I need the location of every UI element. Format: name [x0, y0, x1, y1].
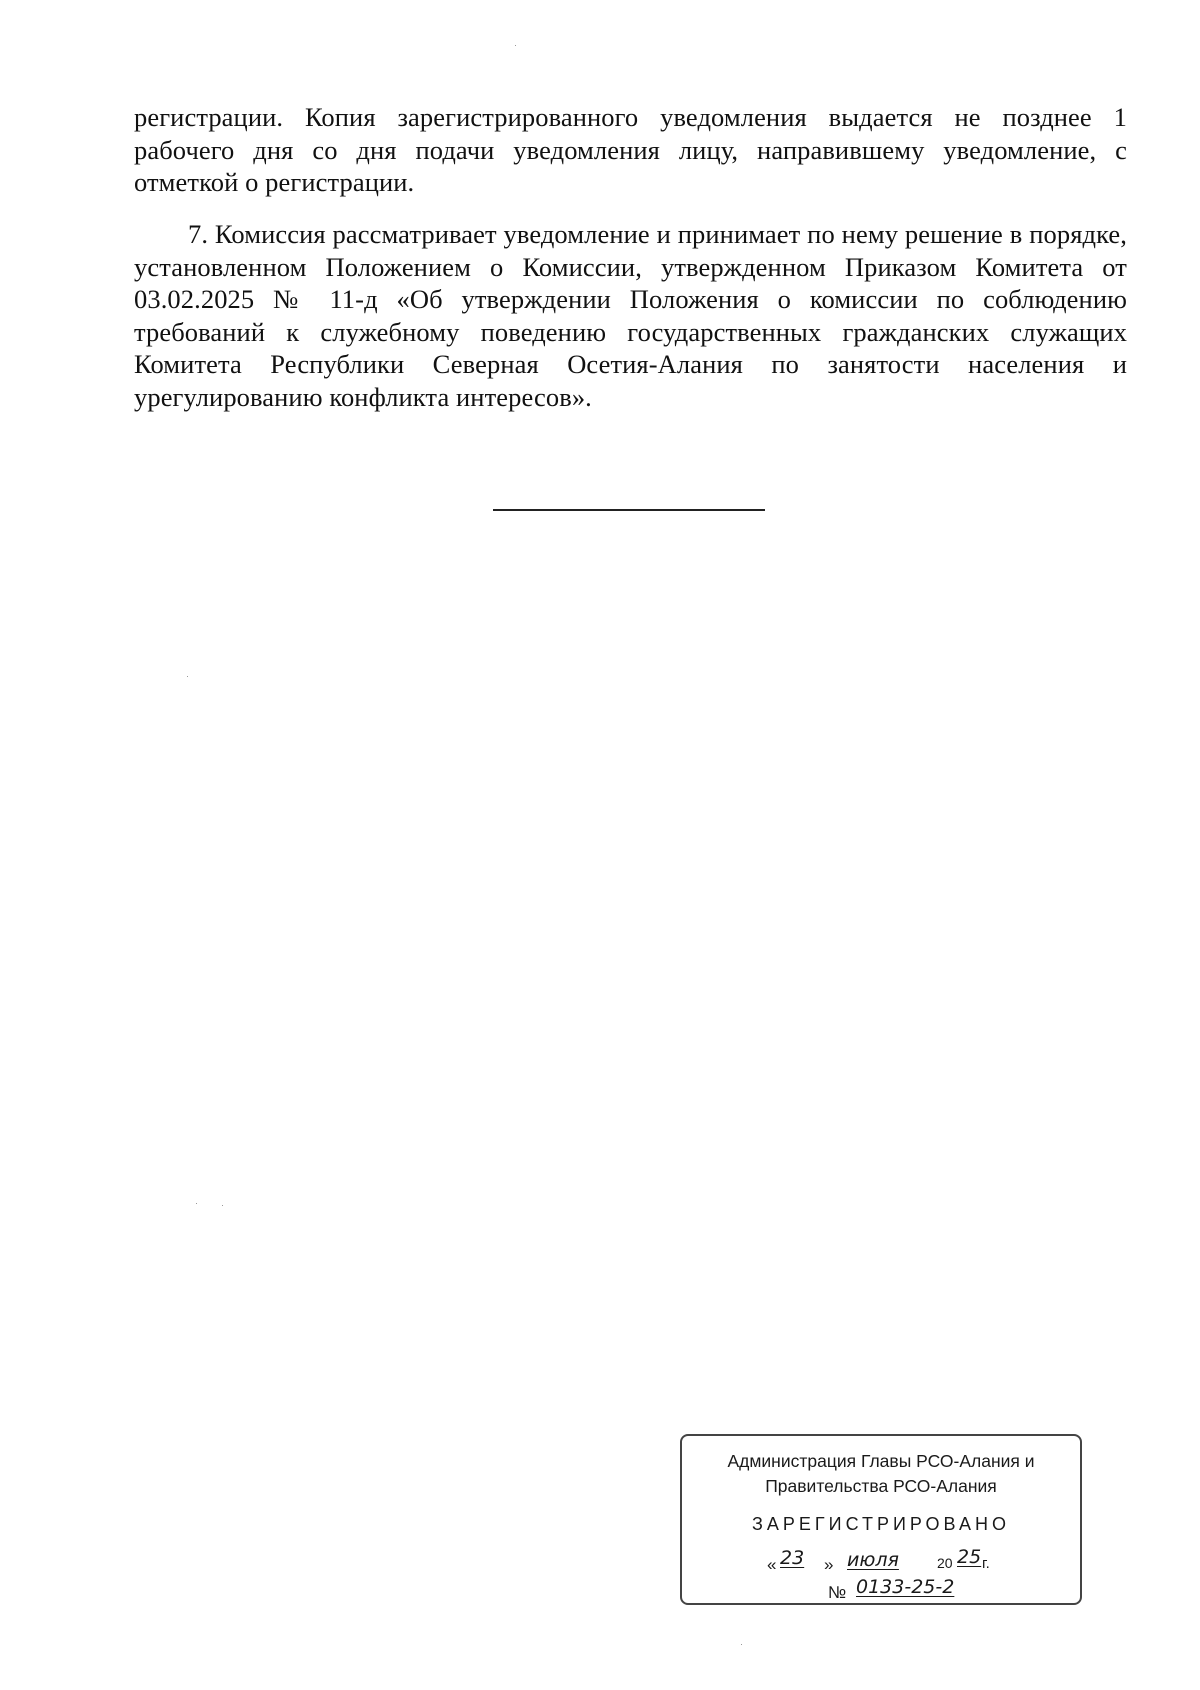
scan-speck: [196, 1203, 197, 1204]
scan-speck: [222, 1205, 223, 1206]
paragraph-registration-copy: регистрации. Копия зарегистрированного уведомления выдается не позднее 1 рабочего дня со дня подачи уведомления лицу, направившему уведомление, с отметкой о регистрации.: [134, 102, 1127, 197]
stamp-organization-line-2: Правительства РСО-Алания: [765, 1476, 997, 1496]
scan-speck: [741, 1644, 742, 1645]
stamp-year-unit: г.: [982, 1555, 990, 1572]
stamp-month: июля: [847, 1549, 899, 1571]
end-separator-line: [493, 509, 765, 511]
registration-stamp: [680, 1434, 1082, 1605]
stamp-quote-open: «: [767, 1555, 777, 1574]
scan-speck: [187, 676, 188, 677]
stamp-number-label: №: [828, 1583, 847, 1602]
paragraph-commission-review: 7. Комиссия рассматривает уведомление и принимает по нему решение в порядке, установленном Положением о Комиссии, утвержденном Приказом Комитета от 03.02.2025 № 11-д «Об утверждении Положения о комиссии по соблюдению требований к служебному поведению государственных гражданских служащих Комитета Республики Северная Осетия-Алания по занятости населения и урегулированию конфликта интересов».: [134, 219, 1127, 412]
stamp-year-suffix: 25: [957, 1546, 982, 1568]
stamp-day: 23: [780, 1547, 805, 1569]
stamp-organization-line-1: Администрация Главы РСО-Алания и: [727, 1451, 1035, 1471]
stamp-number-value: 0133-25-2: [856, 1576, 955, 1598]
stamp-year-prefix: 20: [937, 1555, 953, 1571]
stamp-registered-label: ЗАРЕГИСТРИРОВАНО: [752, 1514, 1010, 1534]
stamp-quote-close: »: [824, 1555, 834, 1574]
scan-speck: [515, 45, 516, 46]
